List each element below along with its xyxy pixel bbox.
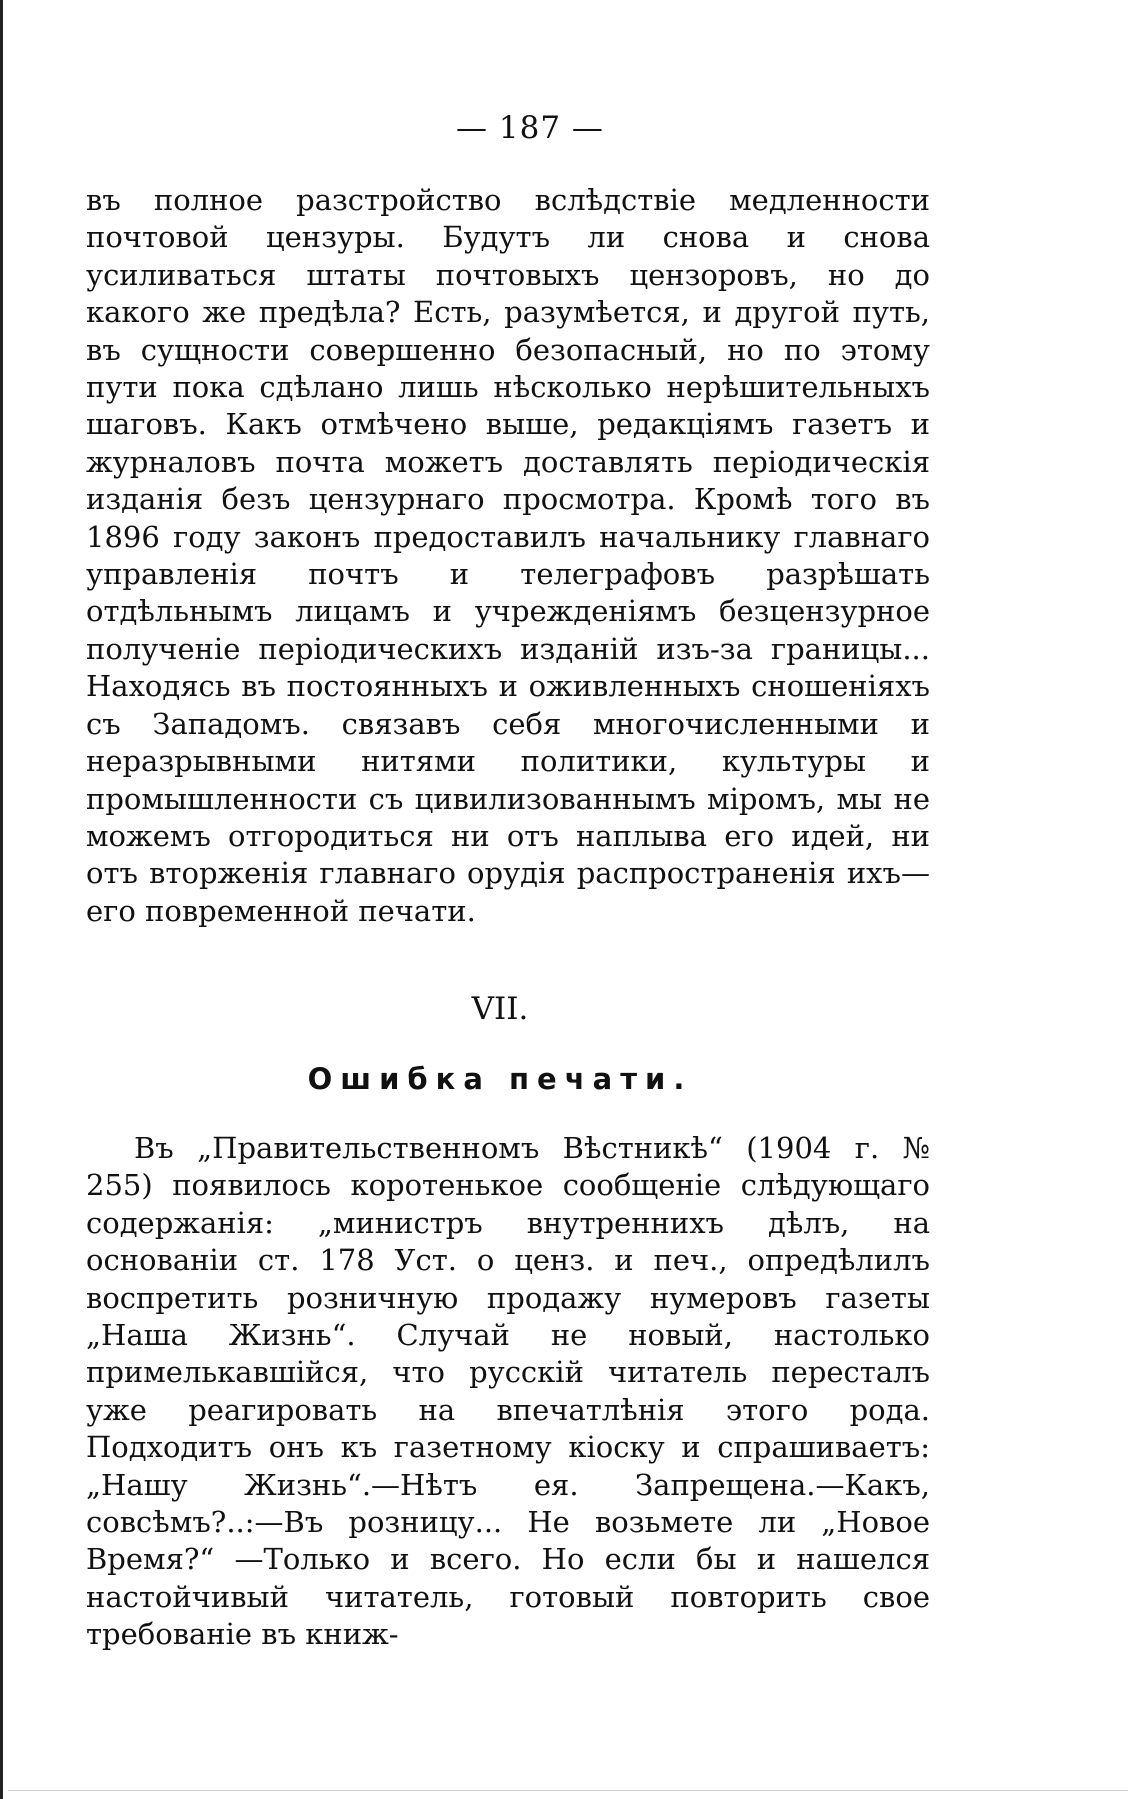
page-number: — 187 — <box>456 110 604 146</box>
section-number: VII. <box>471 991 529 1027</box>
paragraph-section-start: Въ „Правительственномъ Вѣстникѣ“ (1904 г. № 255) появилось коротенькое сообщеніе слѣдующаго содержанія: „министръ внутреннихъ дѣлъ, на основаніи ст. 178 Уст. о ценз. и печ., опредѣлилъ воспретить розничную продажу нумеровъ газеты „Наша Жизнь“. Случай не новый, настолько примелькавшійся, что русскій читатель пересталъ уже реагировать на впечатлѣнія этого рода. Подходитъ онъ къ газетному кіоску и спрашиваетъ: „Нашу Жизнь“.—Нѣтъ ея. Запрещена.—Какъ, совсѣмъ?..:—Въ розницу... Не возьмете ли „Новое Время?“ —Только и всего. Но если бы и нашелся настойчивый читатель, готовый повторить свое требованіе въ книж- <box>86 1131 930 1652</box>
page-left-edge <box>0 0 3 1799</box>
paragraph-continued: въ полное разстройство вслѣдствіе медленности почтовой цензуры. Будутъ ли снова и снова усиливаться штаты почтовыхъ цензоровъ, но до какого же предѣла? Есть, разумѣется, и другой путь, въ сущности совершенно безопасный, но по этому пути пока сдѣлано лишь нѣсколько нерѣшительныхъ шаговъ. Какъ отмѣчено выше, редакціямъ газетъ и журналовъ почта можетъ доставлять періодическія изданія безъ цензурнаго просмотра. Кромѣ того въ 1896 году законъ предоставилъ начальнику главнаго управленія почтъ и телеграфовъ разрѣшать отдѣльнымъ лицамъ и учрежденіямъ безцензурное полученіе періодическихъ изданій изъ-за границы... Находясь въ постоянныхъ и оживленныхъ сношеніяхъ съ Западомъ. связавъ себя многочисленными и неразрывными нитями политики, культуры и промышленности съ цивилизованнымъ міромъ, мы не можемъ отгородиться ни отъ наплыва его идей, ни отъ вторженія главнаго орудія распространенія ихъ—его повременной печати. <box>86 183 930 928</box>
section-title: Ошибка печати. <box>307 1062 693 1096</box>
page-bottom-edge <box>8 1790 1128 1791</box>
